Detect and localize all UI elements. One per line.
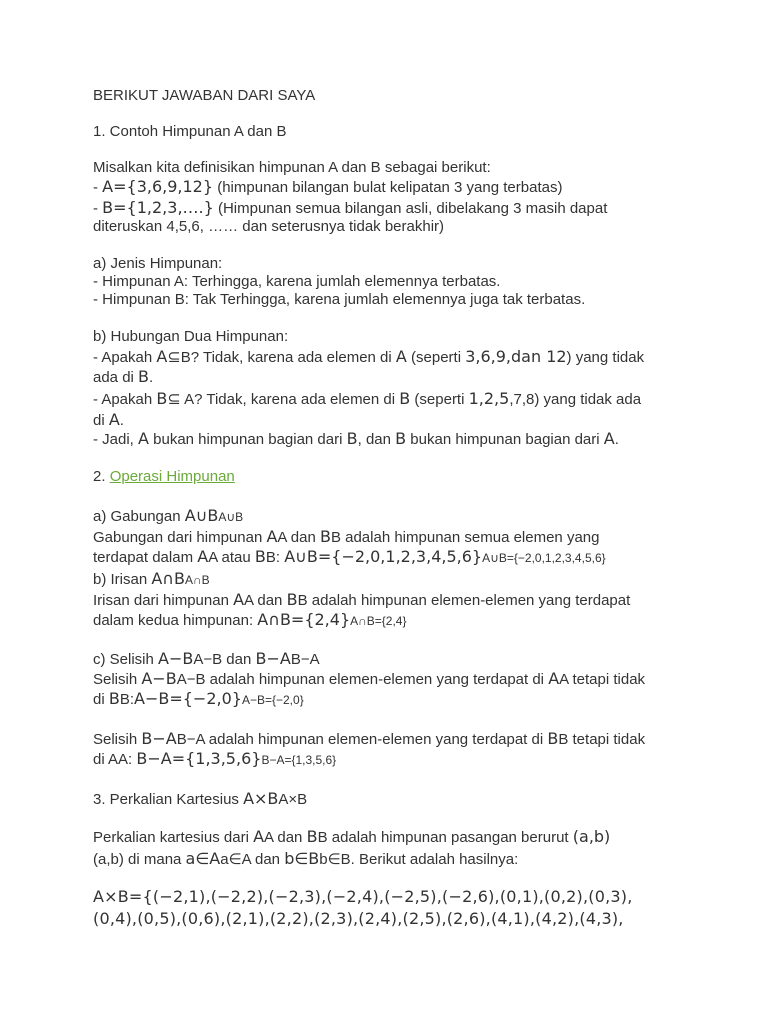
text-line: terdapat dalam AA atau BB: A∪B={−2,0,1,2,3,4,5,6}A∪B={−2,0,1,2,3,4,5,6}: [93, 547, 606, 566]
text-line: a) Gabungan A∪BA∪B: [93, 506, 244, 525]
set-b-definition: - B={1,2,3,….} (Himpunan semua bilangan asli, dibelakang 3 masih dapat: [93, 198, 608, 217]
text-line: Selisih B−AB−A adalah himpunan elemen-elemen yang terdapat di BB tetapi tidak: [93, 729, 646, 748]
section-1-title: 1. Contoh Himpunan A dan B: [93, 123, 287, 140]
section-2-title: 2. Operasi Himpunan: [93, 468, 235, 485]
text-line: (a,b) di mana a∈Aa∈A dan b∈Bb∈B. Berikut adalah hasilnya:: [93, 849, 519, 868]
text-line: di A.: [93, 410, 124, 429]
text-line: Irisan dari himpunan AA dan BB adalah himpunan elemen-elemen yang terdapat: [93, 590, 631, 609]
text-line: - Jadi, A bukan himpunan bagian dari B, dan B bukan himpunan bagian dari A.: [93, 429, 619, 448]
text-line: Misalkan kita definisikan himpunan A dan B sebagai berikut:: [93, 159, 491, 176]
text-line: - Apakah A⊆B? Tidak, karena ada elemen di A (seperti 3,6,9,dan 12) yang tidak: [93, 347, 645, 366]
text-line: ada di B.: [93, 367, 154, 386]
text-line: Perkalian kartesius dari AA dan BB adalah himpunan pasangan berurut (a,b): [93, 827, 611, 846]
text-line: - Himpunan A: Terhingga, karena jumlah elemennya terbatas.: [93, 273, 501, 290]
cartesian-product-line-2: (0,4),(0,5),(0,6),(2,1),(2,2),(2,3),(2,4),(2,5),(2,6),(4,1),(4,2),(4,3),: [93, 909, 624, 928]
text-line: di AA: B−A={1,3,5,6}B−A={1,3,5,6}: [93, 749, 337, 768]
text-line: di BB:A−B={−2,0}A−B={−2,0}: [93, 689, 304, 708]
subheading-hubungan: b) Hubungan Dua Himpunan:: [93, 328, 289, 345]
set-a-definition: - A={3,6,9,12} (himpunan bilangan bulat kelipatan 3 yang terbatas): [93, 177, 563, 196]
section-3-title: 3. Perkalian Kartesius A×BA×B: [93, 789, 308, 808]
text-line: diteruskan 4,5,6, …… dan seterusnya tidak berakhir): [93, 218, 445, 235]
text-line: dalam kedua himpunan: A∩B={2,4}A∩B={2,4}: [93, 610, 407, 629]
text-line: Gabungan dari himpunan AA dan BB adalah himpunan semua elemen yang: [93, 527, 600, 546]
text-line: c) Selisih A−BA−B dan B−AB−A: [93, 649, 320, 668]
subheading-jenis: a) Jenis Himpunan:: [93, 255, 223, 272]
text-line: Selisih A−BA−B adalah himpunan elemen-elemen yang terdapat di AA tetapi tidak: [93, 669, 646, 688]
operasi-himpunan-link[interactable]: Operasi Himpunan: [109, 468, 235, 485]
text-line: b) Irisan A∩BA∩B: [93, 569, 210, 588]
text-line: - Himpunan B: Tak Terhingga, karena jumlah elemennya juga tak terbatas.: [93, 291, 586, 308]
cartesian-product-line-1: A×B={(−2,1),(−2,2),(−2,3),(−2,4),(−2,5),(−2,6),(0,1),(0,2),(0,3),: [93, 887, 633, 906]
heading-answer: BERIKUT JAWABAN DARI SAYA: [93, 87, 316, 104]
text-line: - Apakah B⊆ A? Tidak, karena ada elemen di B (seperti 1,2,5,7,8) yang tidak ada: [93, 389, 642, 408]
